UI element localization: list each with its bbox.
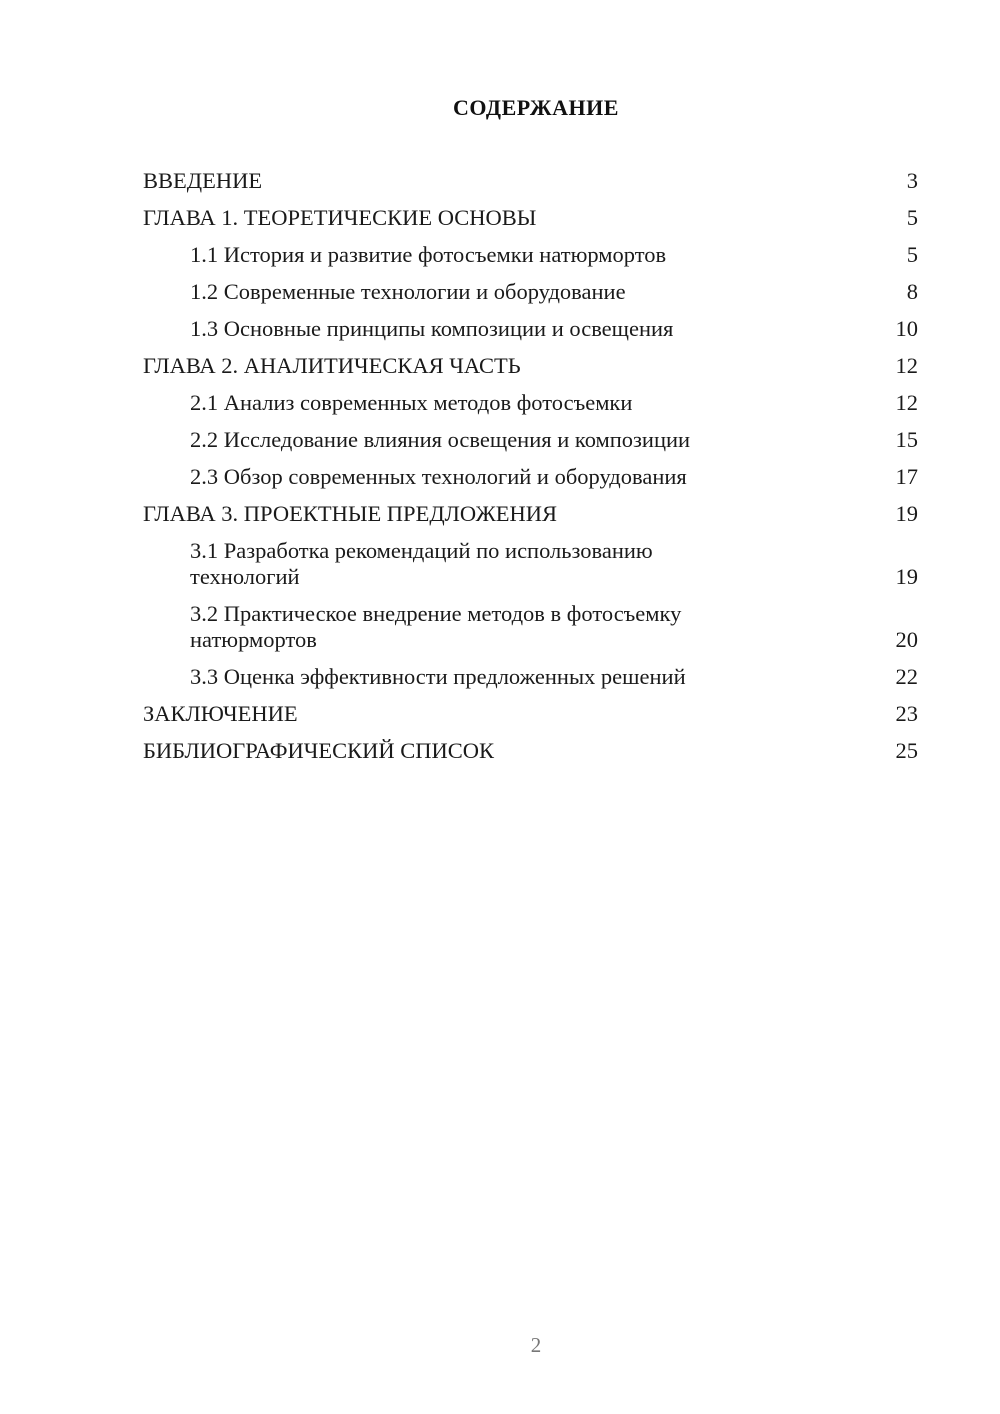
- toc-entry-text: 1.1 История и развитие фотосъемки натюрмортов: [190, 242, 667, 267]
- toc-entry-page: 12: [895, 390, 918, 415]
- toc-entry-page: 23: [895, 701, 918, 726]
- toc-entry-page: 19: [895, 501, 918, 526]
- toc-entry-text: 2.3 Обзор современных технологий и оборудования: [190, 464, 687, 489]
- toc-entry-page: 3: [906, 168, 918, 193]
- toc-entry-text: БИБЛИОГРАФИЧЕСКИЙ СПИСОК: [143, 738, 495, 763]
- toc-entry-text: ГЛАВА 1. ТЕОРЕТИЧЕСКИЕ ОСНОВЫ: [143, 205, 537, 230]
- toc-entry: [143, 501, 918, 527]
- toc-entry-page: 25: [895, 738, 918, 763]
- toc-entry-page: 20: [895, 627, 918, 652]
- toc-entry-page: 5: [906, 205, 918, 230]
- toc-entry-page: 22: [895, 664, 918, 689]
- toc-entry-text: 3.3 Оценка эффективности предложенных решений: [190, 664, 686, 689]
- toc-entry: [143, 701, 918, 727]
- toc-entry-text: 3.2 Практическое внедрение методов в фотосъемку натюрмортов: [190, 601, 682, 652]
- toc-entry-text: ГЛАВА 2. АНАЛИТИЧЕСКАЯ ЧАСТЬ: [143, 353, 521, 378]
- toc-entry-page: 8: [906, 279, 918, 304]
- toc-entry: [143, 205, 918, 231]
- toc-entry: [143, 168, 918, 194]
- toc-entry-text: ВВЕДЕНИЕ: [143, 168, 263, 193]
- table-of-contents: [143, 168, 918, 775]
- toc-entry: [143, 316, 918, 342]
- toc-entry: [143, 242, 918, 268]
- toc-entry-page: 19: [895, 564, 918, 589]
- page-number: 2: [530, 1333, 542, 1357]
- toc-entry: [143, 390, 918, 416]
- toc-entry-page: 12: [895, 353, 918, 378]
- toc-entry-page: 10: [895, 316, 918, 341]
- toc-entry: [143, 601, 918, 653]
- toc-entry: [143, 738, 918, 764]
- toc-entry-page: 15: [895, 427, 918, 452]
- toc-entry: [143, 427, 918, 453]
- toc-entry: [143, 353, 918, 379]
- toc-entry-text: 1.2 Современные технологии и оборудование: [190, 279, 626, 304]
- toc-entry: [143, 464, 918, 490]
- toc-title: СОДЕРЖАНИЕ: [453, 95, 619, 120]
- toc-entry: [143, 538, 918, 590]
- toc-entry-page: 5: [906, 242, 918, 267]
- toc-entry-text: 2.2 Исследование влияния освещения и композиции: [190, 427, 691, 452]
- toc-entry-text: 3.1 Разработка рекомендаций по использованию технологий: [190, 538, 653, 589]
- toc-entry: [143, 664, 918, 690]
- toc-entry-text: 2.1 Анализ современных методов фотосъемки: [190, 390, 633, 415]
- toc-entry-page: 17: [895, 464, 918, 489]
- toc-entry-text: ГЛАВА 3. ПРОЕКТНЫЕ ПРЕДЛОЖЕНИЯ: [143, 501, 558, 526]
- toc-entry: [143, 279, 918, 305]
- toc-entry-text: 1.3 Основные принципы композиции и освещения: [190, 316, 674, 341]
- toc-entry-text: ЗАКЛЮЧЕНИЕ: [143, 701, 298, 726]
